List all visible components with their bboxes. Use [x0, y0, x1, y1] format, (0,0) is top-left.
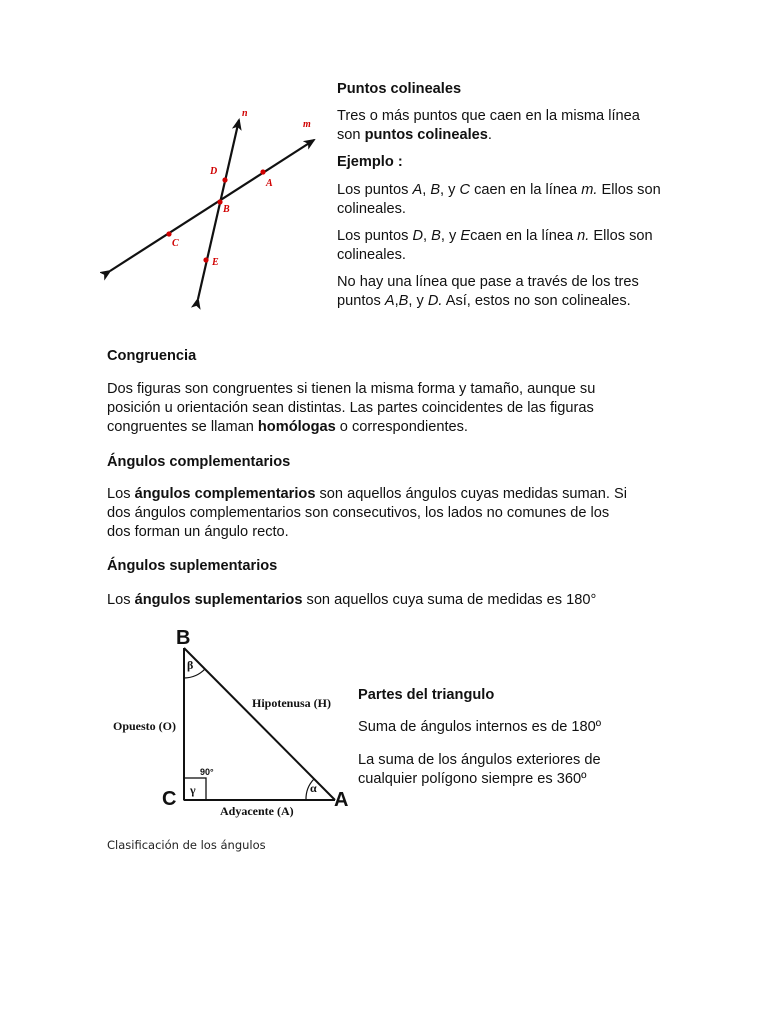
- triangle-parts-title: Partes del triangulo: [358, 687, 495, 703]
- triangle-parts-section: [358, 686, 658, 789]
- colinear-title: Puntos colineales: [337, 81, 462, 97]
- colinear-section: [337, 80, 667, 311]
- point-d: [222, 177, 227, 182]
- label-n: n: [242, 108, 248, 119]
- angle-beta: β: [187, 658, 194, 672]
- label-b: B: [223, 204, 230, 215]
- congruence-text: Dos figuras son congruentes si tienen la misma forma y tamaño, aunque su posición u orientación sean distintas. Las partes coincidentes de las figuras congruentes se llaman homólogas o correspondientes.: [107, 381, 596, 435]
- right-angle-label: 90°: [200, 767, 214, 777]
- point-e: [203, 257, 208, 262]
- adjacent-label: Adyacente (A): [220, 804, 294, 818]
- complementary-title: Ángulos complementarios: [107, 454, 291, 470]
- label-c: C: [172, 238, 179, 249]
- example-paragraph-3: No hay una línea que pase a través de los tres puntos A,B, y D. Así, estos no son colineales.: [337, 274, 639, 309]
- label-e: E: [212, 257, 219, 268]
- point-c: [166, 231, 171, 236]
- label-m: m: [303, 119, 311, 130]
- colinear-definition: Tres o más puntos que caen en la misma línea son puntos colineales.: [337, 108, 640, 143]
- angle-alpha: α: [310, 781, 317, 795]
- example-title: Ejemplo :: [337, 154, 403, 170]
- right-triangle-figure: [110, 620, 360, 820]
- vertex-a: A: [334, 789, 349, 811]
- point-b: [217, 199, 222, 204]
- opposite-label: Opuesto (O): [113, 719, 176, 733]
- example-paragraph-1: Los puntos A, B, y C caen en la línea m. Ellos son colineales.: [337, 182, 661, 217]
- vertex-c: C: [162, 788, 177, 810]
- congruence-title: Congruencia: [107, 348, 197, 364]
- line-m: [110, 140, 314, 271]
- triangle-parts-external: La suma de los ángulos exteriores de cualquier polígono siempre es 360º: [358, 752, 601, 787]
- supplementary-title: Ángulos suplementarios: [107, 558, 278, 574]
- label-d: D: [210, 166, 218, 177]
- label-a: A: [266, 178, 273, 189]
- angle-gamma: γ: [190, 783, 196, 797]
- supplementary-text: Los ángulos suplementarios son aquellos cuya suma de medidas es 180°: [107, 592, 597, 608]
- colinear-points-figure: [100, 100, 330, 310]
- point-a: [260, 169, 265, 174]
- complementary-text: Los ángulos complementarios son aquellos ángulos cuyas medidas suman. Si dos ángulos complementarios son consecutivos, los lados no comunes de los dos forman un ángulo recto.: [107, 486, 627, 540]
- hypotenuse-label: Hipotenusa (H): [252, 696, 332, 710]
- example-paragraph-2: Los puntos D, B, y Ecaen en la línea n. Ellos son colineales.: [337, 228, 653, 263]
- side-hypotenuse: [184, 648, 335, 800]
- vertex-b: B: [176, 627, 191, 649]
- triangle-parts-internal: Suma de ángulos internos es de 180º: [358, 719, 602, 735]
- angles-classification-caption: Clasificación de los ángulos: [107, 838, 266, 852]
